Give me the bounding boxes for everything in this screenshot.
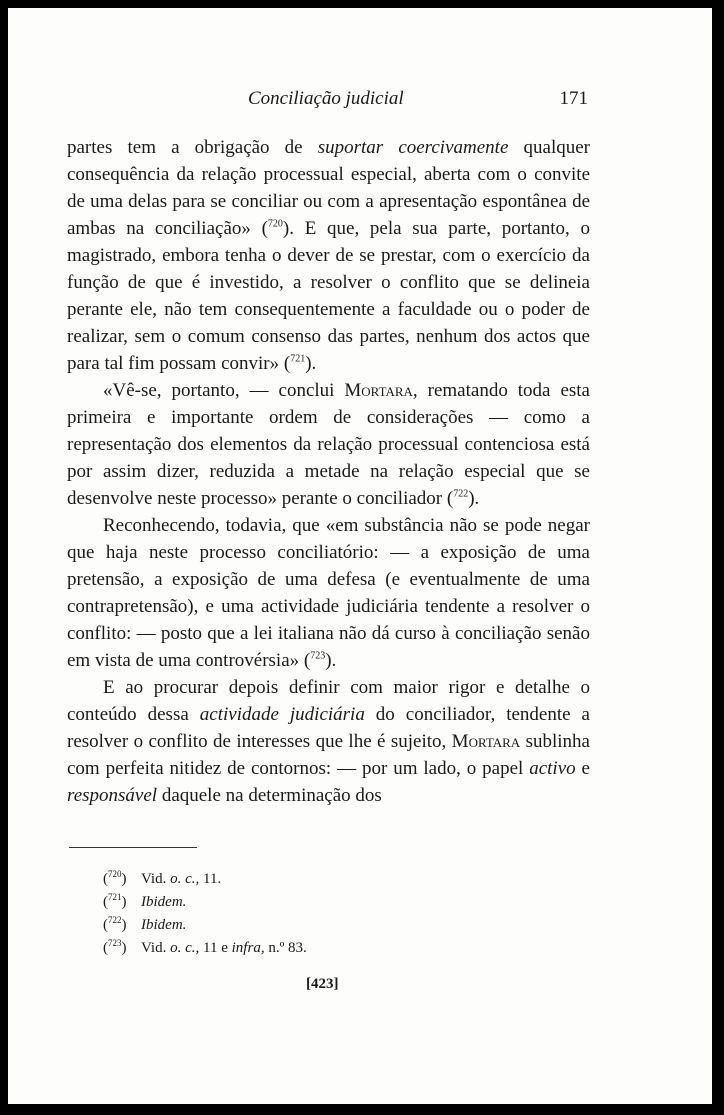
footnote: [103, 937, 307, 960]
italic-text: Ibidem.: [141, 917, 187, 933]
footnote-marker: ($^{721}$): [103, 892, 127, 910]
footnote-number: 723: [108, 938, 122, 948]
paragraph: [67, 377, 590, 512]
text-run: ). E que, pela sua parte, portanto, o magistrado, embora tenha o dever de se prestar, com o exercício da função de que é investido, a resolver o conflito que se delineia perante ele, não tem consequentemente a faculdade ou o poder de realizar, sem o comum consenso das partes, nenhum dos actos que para tal fim possam convir» (: [67, 218, 590, 374]
footnote-marker: ($^{722}$): [103, 915, 127, 933]
text-run: daquele na determinação dos: [157, 785, 382, 806]
footnotes: [103, 868, 307, 960]
footnote-number: 722: [108, 915, 122, 925]
italic-text: Ibidem.: [141, 894, 187, 910]
footnote-reference: 723: [310, 650, 326, 662]
italic-text: responsável: [67, 785, 158, 806]
paragraph: [67, 134, 590, 377]
author-name: Mortara: [451, 731, 521, 752]
text-run: partes tem a obrigação de: [67, 137, 318, 158]
text-run: , rematando toda esta primeira e importante ordem de considerações — como a representação dos elementos da relação processual contenciosa está por assim dizer, reduzida a metade na relação especial que se desenvolve neste processo» perante o conciliador (: [67, 380, 590, 509]
italic-text: infra,: [231, 940, 265, 956]
italic-text: actividade judiciária: [199, 704, 365, 725]
footnote: [103, 891, 307, 914]
text-run: e: [575, 758, 590, 779]
footnote-reference: 720: [267, 218, 283, 230]
italic-text: o. c.,: [170, 871, 200, 887]
text-run: ).: [325, 650, 337, 671]
text-run: E ao procurar depois definir com maior rigor e detalhe o conteúdo dessa: [67, 677, 590, 725]
page-number: 171: [559, 88, 588, 109]
footnote-reference: 721: [290, 353, 306, 365]
text-run: 11 e: [199, 940, 232, 956]
footnote-text: [141, 891, 186, 914]
footnote: [103, 914, 307, 937]
footnote-reference: 722: [453, 488, 469, 500]
text-run: «Vê-se, portanto, — conclui: [103, 380, 345, 401]
italic-text: suportar coercivamente: [317, 137, 509, 158]
text-run: Vid.: [141, 940, 171, 956]
paragraph: [67, 512, 590, 674]
author-name: Mortara: [344, 380, 413, 401]
text-run: ).: [468, 488, 480, 509]
running-title: Conciliação judicial: [248, 88, 404, 109]
plate-number: [423]: [306, 976, 339, 992]
text-run: ).: [305, 353, 317, 374]
text-run: n.º 83.: [264, 940, 307, 956]
italic-text: activo: [529, 758, 576, 779]
footnote-number: 720: [108, 869, 122, 879]
footnote-text: [141, 868, 221, 891]
text-run: sublinha com perfeita nitidez de contornos: — por um lado, o papel: [67, 731, 590, 779]
footnote-marker: ($^{720}$): [103, 869, 127, 887]
text-run: 11.: [199, 871, 222, 887]
footnote-number: 721: [108, 892, 122, 902]
text-run: Vid.: [141, 871, 171, 887]
footnote-marker: ($^{723}$): [103, 938, 127, 956]
book-page: [8, 8, 712, 1104]
footnote-text: [141, 914, 186, 937]
footnote-divider: [69, 847, 197, 848]
italic-text: o. c.,: [170, 940, 200, 956]
body-text: [67, 134, 590, 809]
footnote-text: [141, 937, 307, 960]
footnote: [103, 868, 307, 891]
paragraph: [67, 674, 590, 809]
text-run: do conciliador, tendente a resolver o conflito de interesses que lhe é sujeito,: [67, 704, 590, 752]
text-run: qualquer consequência da relação processual especial, aberta com o convite de uma delas para se conciliar ou com a apresentação espontânea de ambas na conciliação» (: [67, 137, 590, 239]
text-run: Reconhecendo, todavia, que «em substância não se pode negar que haja neste processo conciliatório: — a exposição de uma pretensão, a exposição de uma defesa (e eventualmente de uma contrapretensão), e uma actividade judiciária tendente a resolver o conflito: — posto que a lei italiana não dá curso à conciliação senão em vista de uma controvérsia» (: [67, 515, 590, 671]
